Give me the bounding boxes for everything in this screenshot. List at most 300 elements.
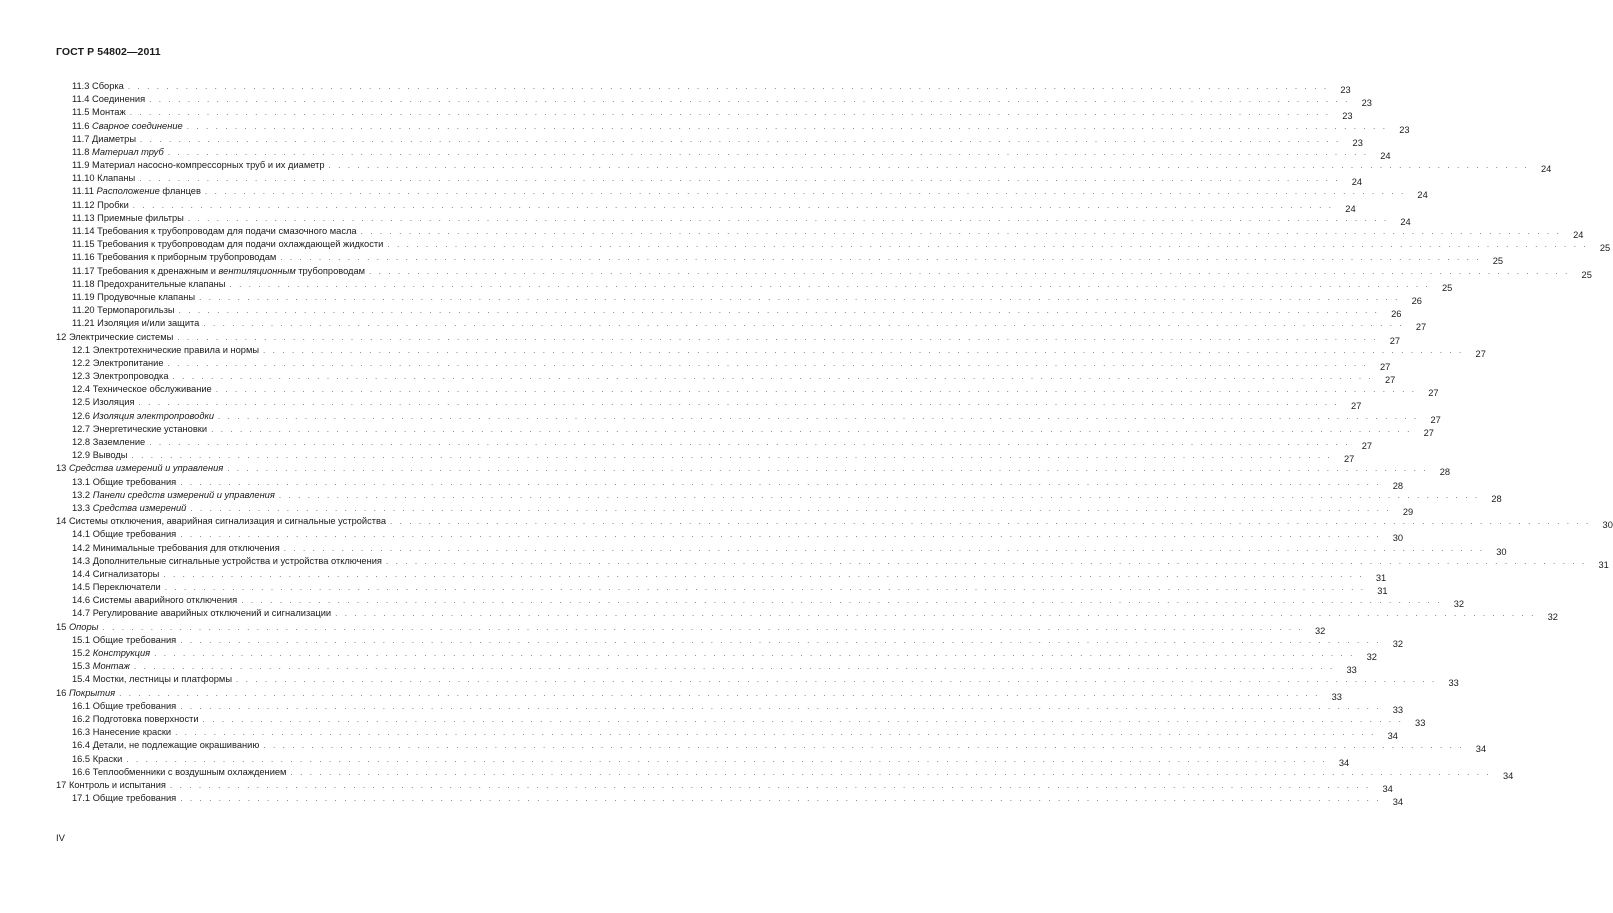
toc-entry-title	[95, 251, 277, 264]
toc-leader-dots	[279, 489, 1480, 502]
toc-leader-dots	[335, 607, 1536, 620]
toc-entry-number: 12.1	[72, 344, 91, 355]
toc-entry-number: 16	[56, 687, 67, 698]
toc-entry-page: 27	[1475, 348, 1486, 359]
toc-leader-dots	[284, 542, 1485, 555]
toc-entry	[56, 238, 1611, 254]
toc-entry-title	[90, 476, 176, 489]
toc-entry-title	[94, 185, 201, 198]
toc-leader-dots	[263, 739, 1464, 752]
toc-entry-page: 33	[1346, 665, 1357, 676]
toc-entry	[56, 462, 1451, 478]
toc-entry-title	[90, 542, 280, 555]
toc-leader-dots	[203, 317, 1404, 330]
toc-entry-title-segment: Системы отключения, аварийная сигнализация и сигнальные устройства	[68, 516, 387, 527]
toc-entry-title	[95, 317, 200, 330]
toc-entry-title	[90, 357, 163, 370]
toc-leader-dots	[168, 146, 1369, 159]
toc-entry	[56, 621, 1326, 636]
toc-entry-page: 25	[1581, 269, 1592, 280]
toc-entry	[56, 792, 1404, 808]
toc-entry-number: 15.3	[72, 661, 91, 672]
page-number: IV	[56, 833, 65, 844]
toc-entry-title-segment: вентиляционным	[218, 265, 296, 276]
toc-entry-title-segment: Регулирование аварийных отключений и сигнализации	[92, 608, 332, 619]
toc-entry-title	[95, 238, 384, 251]
toc-entry-number: 11.8	[72, 146, 90, 157]
document-header: ГОСТ Р 54802—2011	[56, 46, 161, 58]
toc-entry	[56, 331, 1401, 346]
toc-entry-title-segment: Опоры	[68, 621, 99, 632]
toc-entry	[56, 660, 1357, 676]
toc-leader-dots	[190, 502, 1391, 515]
toc-entry-number: 11.13	[72, 212, 95, 223]
toc-leader-dots	[132, 449, 1333, 462]
toc-entry-number: 12.3	[72, 371, 91, 382]
toc-entry-page: 24	[1400, 216, 1411, 227]
toc-entry-title-segment: Изоляция и/или защита	[97, 318, 200, 329]
toc-entry-title-segment: Приемные фильтры	[97, 212, 184, 223]
toc-entry-title-segment: Переключатели	[92, 582, 161, 593]
toc-entry-number: 11.3	[72, 80, 90, 91]
toc-entry-page: 31	[1377, 586, 1388, 597]
toc-entry-title	[95, 199, 129, 212]
toc-entry-page: 33	[1415, 717, 1426, 728]
toc-entry-number: 14.7	[72, 608, 91, 619]
toc-entry-number: 16.6	[72, 766, 91, 777]
toc-entry	[56, 159, 1552, 175]
toc-leader-dots	[149, 93, 1350, 106]
toc-entry-number: 13	[56, 463, 67, 474]
toc-entry-number: 13.3	[72, 502, 91, 513]
toc-entry-title	[66, 621, 98, 634]
toc-entry-title	[66, 515, 386, 528]
toc-leader-dots	[218, 410, 1419, 423]
toc-entry	[56, 726, 1398, 742]
toc-entry-title	[90, 436, 145, 449]
toc-entry-title	[90, 673, 232, 686]
toc-entry	[56, 542, 1507, 557]
toc-entry	[56, 489, 1502, 504]
toc-entry-title	[66, 462, 223, 475]
toc-entry	[56, 423, 1434, 438]
toc-leader-dots	[180, 634, 1381, 647]
toc-entry	[56, 713, 1426, 728]
toc-entry	[56, 608, 1558, 623]
toc-entry-title	[90, 647, 150, 660]
toc-leader-dots	[140, 133, 1341, 146]
toc-entry-title-segment: Требования к трубопроводам для подачи охлаждающей жидкости	[97, 239, 384, 250]
toc-entry-title	[66, 687, 115, 700]
toc-entry-number: 15	[56, 621, 67, 632]
toc-entry	[56, 133, 1363, 148]
toc-entry-page: 31	[1598, 559, 1609, 570]
toc-entry	[56, 436, 1373, 452]
toc-entry-title-segment: Электрические системы	[68, 331, 174, 342]
toc-entry-number: 11.5	[72, 107, 90, 118]
toc-entry-title	[90, 568, 159, 581]
toc-entry-page: 27	[1389, 335, 1401, 346]
toc-entry	[56, 634, 1404, 649]
toc-leader-dots	[216, 383, 1417, 396]
toc-entry	[56, 594, 1465, 610]
toc-entry-number: 16.3	[72, 727, 91, 738]
toc-entry	[56, 766, 1514, 781]
toc-entry-title-segment: Требования к дренажным и	[97, 265, 219, 276]
toc-entry-page: 24	[1573, 230, 1584, 241]
toc-entry-title-segment: Выводы	[92, 450, 128, 461]
toc-entry-page: 23	[1399, 124, 1410, 135]
toc-entry-number: 12.8	[72, 437, 91, 448]
toc-entry-number: 12.4	[72, 384, 91, 395]
toc-entry-page: 31	[1375, 572, 1387, 583]
toc-entry-number: 11.16	[72, 252, 95, 263]
toc-entry-title	[90, 607, 331, 620]
toc-entry	[56, 568, 1387, 583]
toc-entry-title	[90, 634, 176, 647]
toc-entry-title	[89, 106, 125, 119]
toc-leader-dots	[199, 291, 1400, 304]
toc-leader-dots	[211, 423, 1412, 436]
toc-entry-title	[89, 159, 324, 172]
toc-entry-number: 14.2	[72, 542, 91, 553]
toc-entry-number: 11.15	[72, 239, 95, 250]
toc-entry-number: 11.19	[72, 291, 95, 302]
toc-entry-page: 34	[1387, 731, 1398, 742]
toc-entry-page: 32	[1314, 625, 1326, 636]
toc-entry-page: 28	[1392, 480, 1404, 491]
toc-entry	[56, 120, 1410, 135]
toc-entry-title	[66, 779, 166, 792]
toc-entry	[56, 370, 1396, 386]
toc-entry-title	[89, 133, 136, 146]
toc-entry-title	[95, 172, 136, 185]
toc-entry-title	[89, 80, 123, 93]
toc-entry-page: 34	[1392, 797, 1404, 808]
toc-leader-dots	[126, 753, 1327, 766]
toc-leader-dots	[102, 621, 1303, 634]
toc-entry-title-segment: Общие требования	[92, 529, 177, 540]
toc-entry	[56, 397, 1362, 412]
toc-entry-number: 12.7	[72, 423, 91, 434]
toc-leader-dots	[139, 396, 1340, 409]
toc-entry-title	[90, 753, 122, 766]
toc-entry-title-segment: Общие требования	[92, 793, 177, 804]
toc-entry-page: 27	[1380, 361, 1391, 372]
toc-entry-title	[90, 555, 382, 568]
toc-entry-title-segment: фланцев	[159, 186, 201, 197]
toc-entry-number: 16.4	[72, 740, 91, 751]
toc-entry-title-segment: Системы аварийного отключения	[92, 595, 238, 606]
toc-entry-number: 12	[56, 331, 67, 342]
toc-entry-number: 14.3	[72, 555, 91, 566]
toc-entry-title-segment: Материал труб	[92, 146, 164, 157]
toc-leader-dots	[128, 80, 1329, 93]
toc-entry-title	[95, 225, 357, 238]
toc-entry-number: 13.1	[72, 476, 91, 487]
toc-entry-number: 11.12	[72, 199, 95, 210]
toc-entry-title-segment: Общие требования	[92, 700, 177, 711]
toc-entry-number: 11.20	[72, 305, 95, 316]
toc-entry-number: 12.6	[72, 410, 91, 421]
toc-entry-page: 28	[1439, 467, 1451, 478]
toc-leader-dots	[139, 172, 1340, 185]
toc-entry	[56, 291, 1422, 306]
toc-entry-number: 16.2	[72, 713, 91, 724]
toc-entry-title-segment: Краски	[92, 753, 123, 764]
toc-entry	[56, 687, 1342, 702]
toc-entry-page: 32	[1453, 599, 1465, 610]
toc-entry	[56, 146, 1391, 161]
toc-entry	[56, 528, 1404, 544]
toc-leader-dots	[165, 581, 1366, 594]
toc-leader-dots	[134, 660, 1335, 673]
toc-entry	[56, 93, 1372, 109]
toc-entry-title	[90, 581, 161, 594]
toc-entry-page: 32	[1366, 652, 1377, 663]
toc-entry-title	[90, 739, 259, 752]
toc-entry-number: 11.10	[72, 173, 95, 184]
toc-entry	[56, 80, 1351, 95]
toc-entry-number: 14	[56, 516, 67, 527]
toc-entry-number: 12.2	[72, 357, 91, 368]
toc-leader-dots	[188, 212, 1389, 225]
toc-entry-title	[95, 291, 196, 304]
toc-entry-title	[90, 700, 176, 713]
toc-leader-dots	[236, 673, 1437, 686]
toc-entry-page: 33	[1331, 691, 1342, 702]
toc-entry-title	[90, 383, 212, 396]
toc-leader-dots	[179, 304, 1380, 317]
toc-entry-page: 30	[1392, 533, 1404, 544]
toc-entry-number: 16.5	[72, 753, 91, 764]
toc-leader-dots	[387, 238, 1588, 251]
toc-leader-dots	[177, 331, 1378, 344]
toc-entry-page: 24	[1417, 190, 1428, 201]
table-of-contents	[56, 80, 1613, 808]
toc-entry-page: 27	[1344, 454, 1355, 465]
toc-entry	[56, 383, 1439, 399]
toc-entry-title-segment: Термопарогильзы	[97, 305, 175, 316]
toc-entry-title-segment: Материал насосно-компрессорных труб и их диаметр	[92, 160, 325, 171]
toc-entry-number: 11.9	[72, 160, 90, 171]
toc-leader-dots	[241, 594, 1442, 607]
toc-entry-page: 33	[1448, 678, 1459, 689]
toc-entry-title-segment: Сигнализаторы	[92, 568, 160, 579]
toc-entry	[56, 739, 1487, 755]
toc-entry-title	[95, 278, 226, 291]
toc-entry-page: 24	[1380, 150, 1391, 161]
toc-entry-number: 11.7	[72, 133, 90, 144]
toc-entry-title-segment: Покрытия	[68, 687, 116, 698]
toc-leader-dots	[203, 713, 1404, 726]
toc-entry-page: 24	[1351, 177, 1363, 188]
toc-entry-page: 34	[1475, 744, 1487, 755]
toc-entry-title	[90, 449, 127, 462]
toc-leader-dots	[227, 462, 1428, 475]
toc-entry-title	[90, 528, 176, 541]
toc-entry-number: 12.9	[72, 450, 91, 461]
toc-entry-title	[95, 212, 184, 225]
toc-entry	[56, 410, 1441, 425]
toc-entry-page: 27	[1428, 388, 1439, 399]
toc-leader-dots	[329, 159, 1530, 172]
toc-entry	[56, 212, 1411, 227]
toc-entry	[56, 251, 1504, 267]
toc-leader-dots	[180, 528, 1381, 541]
toc-entry-title	[89, 93, 145, 106]
toc-entry-title-segment: Электропитание	[92, 357, 164, 368]
toc-entry-page: 23	[1340, 84, 1351, 95]
toc-entry-page: 32	[1547, 612, 1558, 623]
toc-leader-dots	[229, 278, 1430, 291]
toc-entry	[56, 779, 1393, 794]
toc-entry	[56, 515, 1613, 531]
toc-entry-page: 34	[1338, 757, 1350, 768]
toc-leader-dots	[133, 199, 1334, 212]
toc-entry-title	[66, 331, 173, 344]
toc-entry	[56, 357, 1391, 372]
toc-entry	[56, 172, 1363, 188]
toc-entry	[56, 700, 1404, 715]
toc-entry-title	[89, 120, 182, 133]
toc-entry-number: 12.5	[72, 397, 91, 408]
toc-entry-number: 17	[56, 779, 67, 790]
toc-entry-number: 15.1	[72, 634, 91, 645]
toc-leader-dots	[180, 792, 1381, 805]
toc-entry-title	[90, 423, 207, 436]
toc-entry-title	[90, 594, 237, 607]
toc-leader-dots	[170, 779, 1371, 792]
toc-entry-page: 25	[1441, 282, 1453, 293]
toc-leader-dots	[180, 476, 1381, 489]
toc-entry-page: 34	[1502, 770, 1514, 781]
toc-entry-page: 30	[1496, 546, 1507, 557]
toc-entry-page: 27	[1415, 322, 1427, 333]
toc-entry	[56, 753, 1350, 768]
toc-leader-dots	[175, 726, 1376, 739]
toc-entry	[56, 555, 1609, 570]
toc-entry	[56, 581, 1388, 597]
toc-entry-number: 11.6	[72, 120, 90, 131]
toc-entry-title	[90, 726, 171, 739]
toc-leader-dots	[369, 265, 1570, 278]
toc-entry-title	[90, 410, 214, 423]
toc-entry-title-segment: Пробки	[97, 199, 129, 210]
toc-entry	[56, 199, 1356, 214]
toc-leader-dots	[361, 225, 1562, 238]
toc-entry-number: 17.1	[72, 793, 91, 804]
toc-entry-number: 15.2	[72, 648, 91, 659]
toc-entry-title-segment: Сборка	[92, 80, 124, 91]
toc-entry-page: 23	[1352, 137, 1363, 148]
toc-entry-number: 11.17	[72, 265, 95, 276]
toc-leader-dots	[205, 185, 1406, 198]
toc-entry-title-segment: Панели средств измерений и управления	[92, 489, 275, 500]
toc-entry-page: 27	[1385, 375, 1396, 386]
toc-entry-page: 24	[1541, 164, 1552, 175]
toc-entry-number: 11.21	[72, 318, 95, 329]
toc-entry-page: 27	[1351, 401, 1362, 412]
toc-entry-title-segment: Требования к трубопроводам для подачи смазочного масла	[97, 226, 357, 237]
toc-leader-dots	[180, 700, 1381, 713]
toc-entry-title-segment: Средства измерений и управления	[68, 463, 224, 474]
toc-entry-title-segment: трубопроводам	[295, 265, 366, 276]
toc-entry-title-segment: Теплообменники с воздушным охлаждением	[92, 766, 287, 777]
toc-entry-number: 16.1	[72, 700, 91, 711]
toc-entry-number: 14.6	[72, 595, 91, 606]
toc-entry-number: 11.11	[72, 186, 94, 197]
toc-entry	[56, 225, 1584, 241]
toc-entry-number: 11.18	[72, 278, 95, 289]
toc-entry	[56, 186, 1428, 201]
toc-entry-title-segment: Изоляция	[92, 397, 135, 408]
toc-entry	[56, 265, 1592, 280]
toc-leader-dots	[130, 106, 1331, 119]
toc-entry-number: 14.4	[72, 568, 91, 579]
toc-entry	[56, 476, 1404, 491]
toc-entry-title-segment: Клапаны	[97, 173, 136, 184]
toc-leader-dots	[168, 357, 1369, 370]
toc-entry	[56, 344, 1486, 359]
toc-leader-dots	[263, 344, 1464, 357]
toc-entry-title-segment: Нанесение краски	[92, 727, 172, 738]
toc-entry-title-segment: Заземление	[92, 437, 146, 448]
toc-entry-number: 11.14	[72, 226, 95, 237]
toc-entry-title-segment: Энергетические установки	[92, 423, 208, 434]
toc-entry-title-segment: Изоляция электропроводки	[92, 410, 215, 421]
toc-entry-page: 29	[1402, 506, 1414, 517]
toc-entry-title-segment: Монтаж	[92, 661, 130, 672]
toc-entry	[56, 502, 1414, 517]
toc-entry-title	[90, 792, 176, 805]
toc-entry-title	[90, 660, 130, 673]
toc-entry-title	[90, 344, 259, 357]
toc-entry-title	[90, 713, 198, 726]
toc-entry-page: 23	[1342, 111, 1353, 122]
toc-entry-page: 24	[1345, 203, 1356, 214]
toc-leader-dots	[173, 370, 1374, 383]
toc-entry-title-segment: Электропроводка	[92, 371, 169, 382]
toc-entry	[56, 304, 1402, 320]
toc-entry-number: 14.1	[72, 529, 91, 540]
toc-entry	[56, 647, 1377, 663]
toc-entry-title-segment: Диаметры	[92, 133, 137, 144]
toc-entry-title	[90, 766, 286, 779]
toc-entry-number: 15.4	[72, 674, 91, 685]
toc-entry-title-segment: Электротехнические правила и нормы	[92, 344, 260, 355]
toc-entry-page: 28	[1491, 493, 1502, 504]
toc-entry-number: 14.5	[72, 582, 91, 593]
toc-entry-page: 32	[1392, 638, 1404, 649]
toc-entry-title-segment: Средства измерений	[92, 502, 187, 513]
toc-entry-title-segment: Мостки, лестницы и платформы	[92, 674, 232, 685]
toc-leader-dots	[280, 251, 1481, 264]
toc-entry-title-segment: Общие требования	[92, 634, 177, 645]
toc-entry-title	[90, 370, 168, 383]
toc-entry-title-segment: Конструкция	[92, 648, 151, 659]
toc-entry-number: 13.2	[72, 489, 91, 500]
toc-entry-page: 34	[1382, 783, 1393, 794]
toc-entry-title	[90, 396, 134, 409]
toc-entry-page: 30	[1602, 520, 1613, 531]
toc-entry-title	[95, 265, 365, 278]
toc-entry-title-segment: Монтаж	[92, 107, 126, 118]
toc-entry-page: 26	[1411, 295, 1422, 306]
toc-entry	[56, 673, 1459, 689]
toc-entry-page: 25	[1492, 256, 1504, 267]
toc-entry-title-segment: Расположение	[96, 186, 160, 197]
